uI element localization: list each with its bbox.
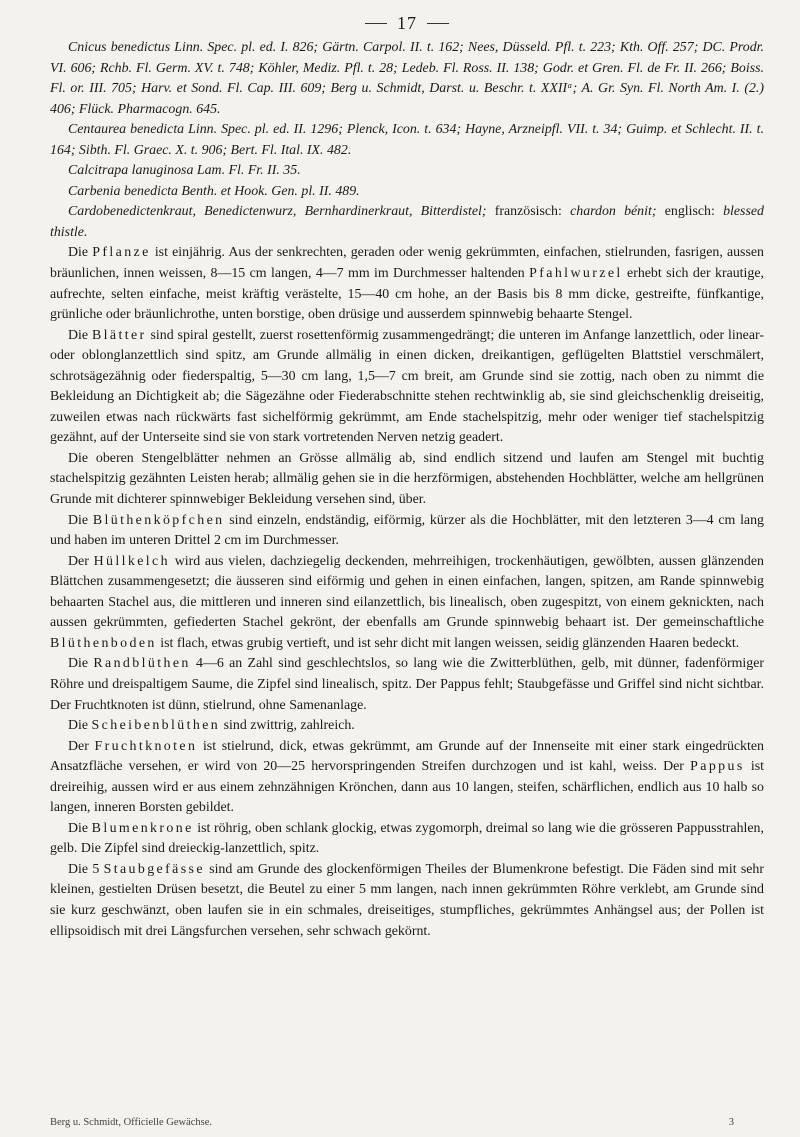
paragraph-fruchtknoten: Der Fruchtknoten ist stielrund, dick, etwas gekrümmt, am Grunde auf der Innenseite mit einer stark eingedrückten Ansatzfläche versehen, er wird von 20—25 hervorspringenden Streifen durchzogen und ist kahl, weiss. Der Pappus ist dreireihig, aussen wird er aus einem zehnzähnigen Krönchen, dann aus 10 langen, steifen, schärflichen, endlich aus 10 halb so langen, inneren Borsten gebildet.	[50, 738, 764, 816]
synonym-centaurea: Centaurea benedicta Linn. Spec. pl. ed. II. 1296; Plenck, Icon. t. 634; Hayne, Arzneipfl. VII. t. 34; Guimp. et Schlecht. II. t. 164; Sibth. Fl. Graec. X. t. 906; Bert. Fl. Ital. IX. 482.	[50, 122, 764, 158]
header-rule-left	[365, 23, 387, 24]
synonym-cnicus: Cnicus benedictus Linn. Spec. pl. ed. I. 826; Gärtn. Carpol. II. t. 162; Nees, Düsseld. Pfl. t. 223; Kth. Off. 257; DC. Prodr. VI. 606; Rchb. Fl. Germ. XV. t. 748; Köhler, Mediz. Pfl. t. 28; Ledeb. Fl. Ross. II. 138; Godr. et Gren. Fl. de Fr. II. 266; Boiss. Fl. or. III. 705; Harv. et Sond. Fl. Cap. III. 609; Berg u. Schmidt, Darst. u. Beschr. t. XXIIᵃ; A. Gr. Syn. Fl. North Am. I. (2.) 406; Flück. Pharmacogn. 645.	[50, 40, 764, 117]
paragraph-huellkelch: Der Hüllkelch wird aus vielen, dachziegelig deckenden, mehrreihigen, trockenhäutigen, gewölbten, aussen glänzenden Blättchen zusammengesetzt; die äusseren sind eiförmig und gehen in einen einfachen, langen, spitzen, am Rande spinnwebig behaarten Stachel aus, die mittleren und inneren sind eilanzettlich, bis linealisch, oben zugespitzt, von einem geknickten, nach aussen gekrümmten, gefiederten Stachel gekrönt, der ebenfalls am Grunde spinnwebig behaart ist. Der gemeinschaftliche Blüthenboden ist flach, etwas grubig vertieft, und ist sehr dicht mit langen weissen, seidig glänzenden Haaren bedeckt.	[50, 553, 764, 651]
page-footer	[50, 1117, 734, 1128]
vernacular-names: Cardobenedictenkraut, Benedictenwurz, Bernhardinerkraut, Bitterdistel; französisch: chardon bénit; englisch: blessed thistle.	[50, 204, 764, 240]
page-header	[50, 10, 764, 36]
paragraph-staubgefaesse: Die 5 Staubgefässe sind am Grunde des glockenförmigen Theiles der Blumenkrone befestigt. Die Fäden sind mit sehr kleinen, gestielten Drüsen besetzt, die Beutel zu einer 5 mm langen, nach innen gekrümmten Röhre verklebt, am Grunde sind sie kurz geschwänzt, oben laufen sie in ein schmales, dreiseitiges, stumpfliches, gekrümmtes Anhängsel aus; der Pollen ist ellipsoidisch mit drei Längsfurchen versehen, sehr schwach gekörnt.	[50, 861, 764, 939]
page-number: 17	[397, 12, 417, 33]
paragraph-blumenkrone: Die Blumenkrone ist röhrig, oben schlank glockig, etwas zygomorph, dreimal so lang wie die grösseren Pappusstrahlen, gelb. Die Zipfel sind dreieckig-lanzettlich, spitz.	[50, 820, 764, 857]
paragraph-stengelblaetter: Die oberen Stengelblätter nehmen an Grösse allmälig ab, sind endlich sitzend und laufen am Stengel mit buchtig stachelspitzig gezähnten Leisten herab; allmälig gehen sie in die herzförmigen, abstehenden Hochblätter, welche am hellgrünen Grunde mit dichterer spinnwebiger Bekleidung versehen sind, über.	[50, 450, 764, 508]
header-rule-right	[427, 23, 449, 24]
paragraph-randbluethen: Die Randblüthen 4—6 an Zahl sind geschlechtslos, so lang wie die Zwitterblüthen, gelb, mit dünner, fadenförmiger Röhre und dreispaltigem Saume, die Zipfel sind linealisch, spitz. Der Pappus fehlt; Staubgefässe und Griffel sind nicht sichtbar. Der Fruchtknoten ist dünn, stielrund, ohne Samenanlage.	[50, 656, 764, 713]
paragraph-pflanze: Die Pflanze ist einjährig. Aus der senkrechten, geraden oder wenig gekrümmten, einfachen, stielrunden, fasrigen, aussen bräunlichen, innen weissen, 8—15 cm langen, 4—7 mm im Durchmesser haltenden Pfahlwurzel erhebt sich der krautige, aufrechte, selten einfache, meist kräftig verästelte, 15—40 cm hohe, an der Basis bis 8 mm dicke, gestreifte, fünfkantige, grünliche oder bräunlichrothe, unten borstige, oben drüsige und ausserdem spinnwebig behaarte Stengel.	[50, 245, 764, 323]
paragraph-scheibenbluethen: Die Scheibenblüthen sind zwittrig, zahlreich.	[68, 718, 355, 734]
signature-mark: 3	[728, 1117, 734, 1128]
paragraph-blaetter: Die Blätter sind spiral gestellt, zuerst rosettenförmig zusammengedrängt; die unteren im Anfange lanzettlich, oder linear- oder oblonglanzettlich sind spitz, am Grunde allmälig in einen dicken, dreikantigen, geflügelten Blattstiel verschmälert, schrotsägezähnig oder fiederspaltig, 5—30 cm lang, 1,5—7 cm breit, am Grunde sind sie zottig, nach oben zu nimmt die Bekleidung an Dichtigkeit ab; die Sägezähne oder Fiederabschnitte stehen rechtwinklig ab, sie sind gleichschenklig dreiseitig, zuweilen etwas nach rückwärts fast sichelförmig gekrümmt, am Ende stachelspitzig, mehr oder weniger tief stachelspitzig gezähnt, auf der Unterseite sind sie von stark vortretenden Nerven netzig geadert.	[50, 327, 764, 446]
synonym-calcitrapa: Calcitrapa lanuginosa Lam. Fl. Fr. II. 35.	[68, 163, 301, 179]
synonym-carbenia: Carbenia benedicta Benth. et Hook. Gen. pl. II. 489.	[68, 183, 360, 199]
article-body	[50, 38, 764, 942]
paragraph-bluethenkoepfchen: Die Blüthenköpfchen sind einzeln, endständig, eiförmig, kürzer als die Hochblätter, mit den letzteren 3—4 cm lang und haben im unteren Drittel 2 cm im Durchmesser.	[50, 512, 764, 549]
footer-source: Berg u. Schmidt, Officielle Gewächse.	[50, 1117, 213, 1128]
